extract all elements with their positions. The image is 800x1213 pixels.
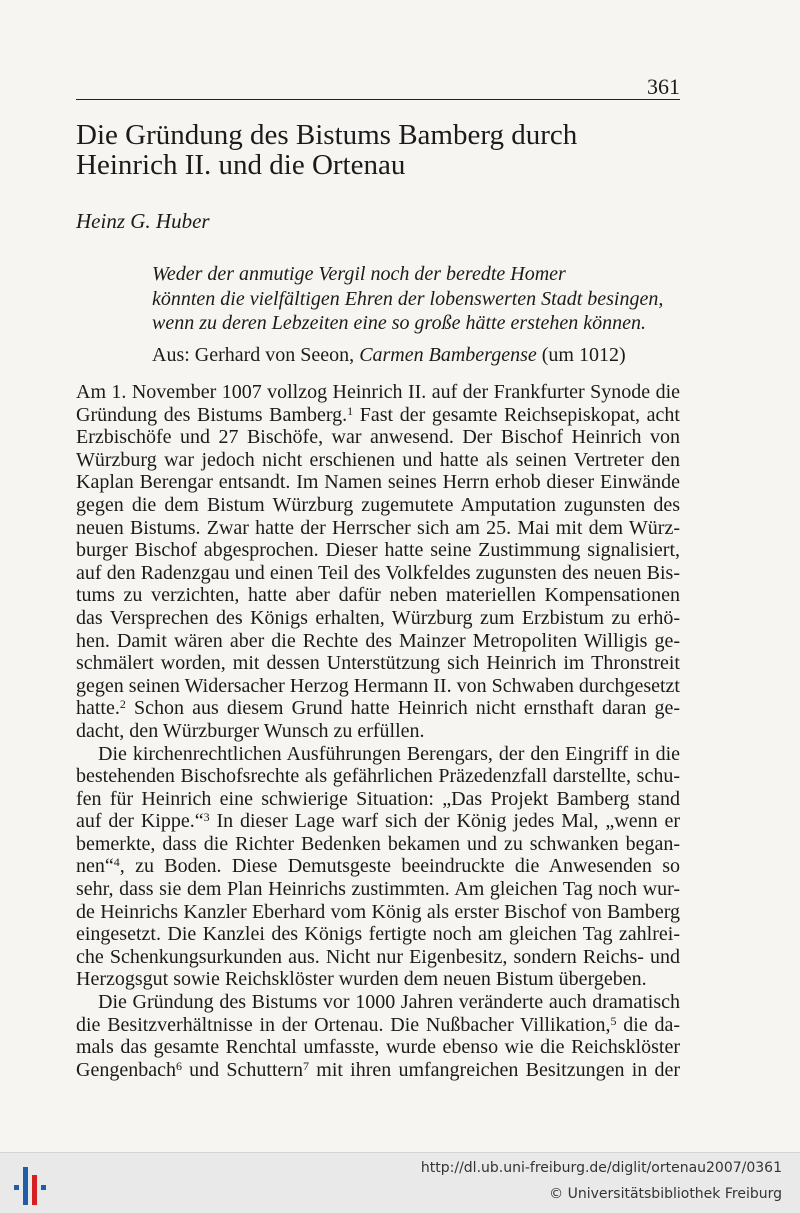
footer-bar bbox=[0, 1152, 800, 1213]
logo-bar bbox=[23, 1167, 28, 1205]
text-line: auf den Radenzgau und einen Teil des Volkfeldes zugunsten des neuen Bis- bbox=[76, 561, 680, 584]
source-suffix: (um 1012) bbox=[536, 344, 626, 366]
epigraph-source bbox=[152, 342, 692, 368]
ub-freiburg-logo-icon bbox=[8, 1161, 52, 1207]
text-line: Die Gründung des Bistums vor 1000 Jahren veränderte auch dramatisch bbox=[98, 991, 680, 1014]
footnote-marker: 2 bbox=[119, 697, 126, 712]
text-line: Erzbischöfe und 27 Bischöfe, war anwesend. Der Bischof Heinrich von bbox=[76, 426, 680, 449]
text-segment: hatte. bbox=[76, 697, 120, 720]
text-line: de Heinrichs Kanzler Eberhard vom König als erster Bischof von Bamberg bbox=[76, 900, 680, 923]
epigraph-line: Weder der anmutige Vergil noch der beredte Homer bbox=[152, 263, 566, 285]
text-segment: Gründung des Bistums Bamberg. bbox=[76, 403, 348, 426]
logo-bar bbox=[32, 1175, 37, 1205]
source-prefix: Aus: Gerhard von Seeon, bbox=[152, 344, 360, 366]
text-line: das Versprechen des Königs erhalten, Würzburg zum Erzbistum zu erhö- bbox=[76, 606, 680, 629]
text-line bbox=[76, 1059, 680, 1082]
text-line bbox=[76, 404, 680, 427]
epigraph-line: wenn zu deren Lebzeiten eine so große hätte erstehen können. bbox=[152, 312, 646, 334]
paragraph-1 bbox=[76, 381, 680, 743]
header-rule bbox=[76, 99, 680, 100]
text-line: mals das gesamte Renchtal umfasste, wurde ebenso wie die Reichsklöster bbox=[76, 1036, 680, 1059]
text-line bbox=[76, 1014, 680, 1037]
title-line: Heinrich II. und die Ortenau bbox=[76, 149, 406, 181]
logo-bar bbox=[14, 1185, 19, 1190]
footer-copyright: © Universitätsbibliothek Freiburg bbox=[549, 1186, 782, 1202]
footnote-marker: 1 bbox=[347, 403, 354, 418]
epigraph-line: könnten die vielfältigen Ehren der lobenswerten Stadt besingen, bbox=[152, 287, 664, 310]
footnote-marker: 4 bbox=[113, 855, 120, 870]
text-line: Am 1. November 1007 vollzog Heinrich II. auf der Frankfurter Synode die bbox=[76, 381, 680, 403]
text-line: gegen die dem Bistum Würzburg zugemutete Amputation zugunsten des bbox=[76, 493, 680, 516]
text-line: Herzogsgut sowie Reichsklöster wurden dem neuen Bistum übergeben. bbox=[76, 968, 647, 991]
text-line: gegen seinen Widersacher Herzog Hermann II. von Schwaben durchgesetzt bbox=[76, 674, 680, 697]
page-number: 361 bbox=[647, 74, 680, 99]
paragraph-3 bbox=[76, 991, 680, 1081]
footnote-marker: 7 bbox=[303, 1058, 310, 1073]
text-line: eingesetzt. Die Kanzlei des Königs fertigte noch am gleichen Tag zahlrei- bbox=[76, 923, 680, 946]
text-line: bestehenden Bischofsrechte als gefährlichen Präzedenzfall darstellte, schu- bbox=[76, 765, 680, 788]
text-line: dacht, den Würzburger Wunsch zu erfüllen. bbox=[76, 719, 425, 742]
footer-url[interactable]: http://dl.ub.uni-freiburg.de/diglit/ortenau2007/0361 bbox=[420, 1160, 782, 1176]
text-segment: Fast der gesamte Reichsepiskopat, acht bbox=[353, 403, 680, 426]
footnote-marker: 5 bbox=[610, 1013, 617, 1028]
text-segment: die Besitzverhältnisse in der Ortenau. Die Nußbacher Villikation, bbox=[76, 1013, 611, 1036]
author-name: Heinz G. Huber bbox=[76, 209, 210, 233]
text-segment: auf der Kippe.“ bbox=[76, 810, 204, 833]
source-work-title: Carmen Bambergense bbox=[359, 344, 537, 366]
text-line bbox=[76, 810, 680, 833]
text-line: burger Bischof abgesprochen. Dieser hatte seine Zustimmung signalisiert, bbox=[76, 539, 680, 562]
text-segment: In dieser Lage warf sich der König jedes Mal, „wenn er bbox=[209, 810, 681, 833]
text-line bbox=[76, 697, 680, 720]
text-line: fen für Heinrich eine schwierige Situation: „Das Projekt Bamberg stand bbox=[76, 787, 680, 810]
footnote-marker: 6 bbox=[175, 1058, 182, 1073]
text-segment: nen“ bbox=[76, 855, 114, 878]
text-segment: Gengenbach bbox=[76, 1058, 176, 1081]
text-line: che Schenkungsurkunden aus. Nicht nur Eigenbesitz, sondern Reichs- und bbox=[76, 945, 680, 968]
body-text bbox=[76, 381, 680, 1081]
epigraph bbox=[152, 262, 692, 336]
text-line: neuen Bistums. Zwar hatte der Herrscher sich am 25. Mai mit dem Würz- bbox=[76, 516, 680, 539]
text-line: Würzburg war jedoch nicht erschienen und hatte als seinen Vertreter den bbox=[76, 448, 680, 471]
footnote-marker: 3 bbox=[203, 810, 210, 825]
title-line: Die Gründung des Bistums Bamberg durch bbox=[76, 119, 578, 151]
text-line bbox=[76, 855, 680, 878]
logo-bar bbox=[41, 1185, 46, 1190]
text-segment: , zu Boden. Diese Demutsgeste beeindruckte die Anwesenden so bbox=[119, 855, 680, 878]
text-segment: die da- bbox=[616, 1013, 680, 1036]
text-line: bemerkte, dass die Richter Bedenken bekamen und zu schwanken began- bbox=[76, 832, 680, 855]
text-line: hen. Damit wären aber die Rechte des Mainzer Metropoliten Willigis ge- bbox=[76, 629, 680, 652]
article-title bbox=[76, 120, 696, 180]
paragraph-2 bbox=[76, 743, 680, 992]
text-line: Kaplan Berengar entsandt. Im Namen seines Herrn erhob dieser Einwände bbox=[76, 471, 680, 494]
text-segment: und Schuttern bbox=[181, 1058, 304, 1081]
text-line: Die kirchenrechtlichen Ausführungen Berengars, der den Eingriff in die bbox=[98, 742, 680, 765]
text-line: schmälert worden, mit dessen Unterstützung sich Heinrich im Thronstreit bbox=[76, 652, 680, 675]
text-segment: Schon aus diesem Grund hatte Heinrich nicht ernsthaft daran ge- bbox=[125, 697, 680, 720]
text-line: sehr, dass sie dem Plan Heinrichs zustimmten. Am gleichen Tag noch wur- bbox=[76, 878, 680, 901]
text-line: tums zu verzichten, hatte aber dafür neben materiellen Kompensationen bbox=[76, 584, 680, 607]
text-segment: mit ihren umfangreichen Besitzungen in der bbox=[309, 1058, 681, 1081]
